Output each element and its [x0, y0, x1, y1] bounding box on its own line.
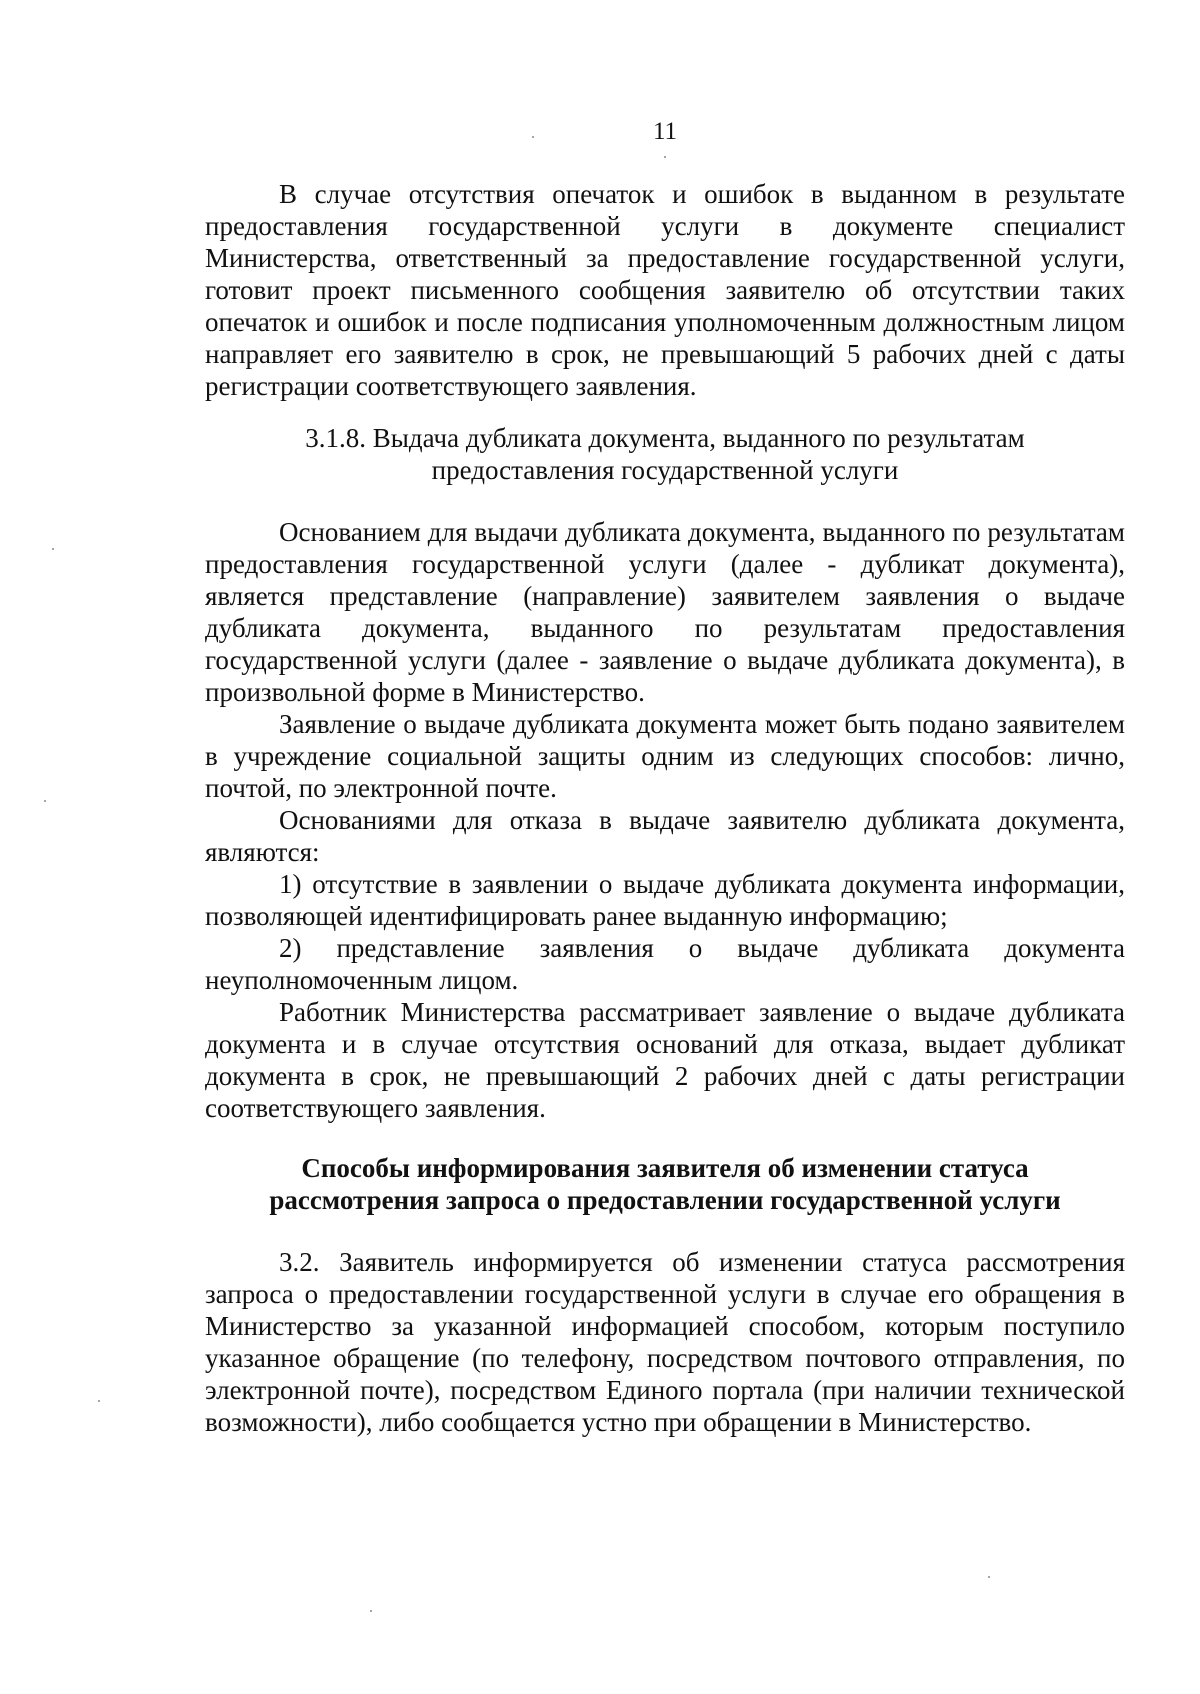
section-heading-3-1-8: [205, 422, 1125, 486]
paragraph-duplicate-submission: Заявление о выдаче дубликата документа может быть подано заявителем в учреждение социальной защиты одним из следующих способов: лично, почтой, по электронной почте.: [205, 709, 1125, 803]
scan-speck: [664, 156, 666, 158]
paragraph-refusal-grounds: Основаниями для отказа в выдаче заявителю дубликата документа, являются:: [205, 805, 1125, 867]
section-heading-line-1: 3.1.8. Выдача дубликата документа, выданного по результатам: [305, 423, 1025, 453]
section-heading-3-2-line-1: Способы информирования заявителя об изменении статуса: [301, 1153, 1029, 1183]
paragraph-no-errors: В случае отсутствия опечаток и ошибок в выданном в результате предоставления государственной услуги в документе специалист Министерства, ответственный за предоставление государственной услуги, готовит проект письменного сообщения заявителю об отсутствии таких опечаток и ошибок и после подписания уполномоченным должностным лицом направляет его заявителю в срок, не превышающий 5 рабочих дней с даты регистрации соответствующего заявления.: [205, 179, 1125, 401]
scan-speck: [98, 1400, 100, 1402]
paragraph-duplicate-basis: Основанием для выдачи дубликата документа, выданного по результатам предоставления государственной услуги (далее - дубликат документа), является представление (направление) заявителем заявления о выдаче дубликата документа, выданного по результатам предоставления государственной услуги (далее - заявление о выдаче дубликата документа), в произвольной форме в Министерство.: [205, 517, 1125, 707]
scan-speck: [988, 1576, 990, 1578]
section-heading-3-2: [205, 1152, 1125, 1216]
list-item-refusal-1: 1) отсутствие в заявлении о выдаче дубликата документа информации, позволяющей идентифицировать ранее выданную информацию;: [205, 869, 1125, 931]
section-heading-3-2-line-2: рассмотрения запроса о предоставлении государственной услуги: [269, 1185, 1061, 1215]
paragraph-status-notification: 3.2. Заявитель информируется об изменении статуса рассмотрения запроса о предоставлении государственной услуги в случае его обращения в Министерство за указанной информацией способом, которым поступило указанное обращение (по телефону, посредством почтового отправления, по электронной почте), посредством Единого портала (при наличии технической возможности), либо сообщается устно при обращении в Министерство.: [205, 1247, 1125, 1437]
page-content: [205, 178, 1125, 1438]
scan-speck: [532, 136, 534, 138]
paragraph-duplicate-issuance: Работник Министерства рассматривает заявление о выдаче дубликата документа и в случае отсутствия оснований для отказа, выдает дубликат документа в срок, не превышающий 2 рабочих дней с даты регистрации соответствующего заявления.: [205, 997, 1125, 1123]
section-heading-line-2: предоставления государственной услуги: [431, 455, 899, 485]
page-number: 11: [652, 118, 678, 145]
scan-speck: [44, 800, 46, 802]
list-item-refusal-2: 2) представление заявления о выдаче дубликата документа неуполномоченным лицом.: [205, 933, 1125, 995]
scan-speck: [52, 548, 54, 550]
scan-speck: [370, 1610, 372, 1612]
